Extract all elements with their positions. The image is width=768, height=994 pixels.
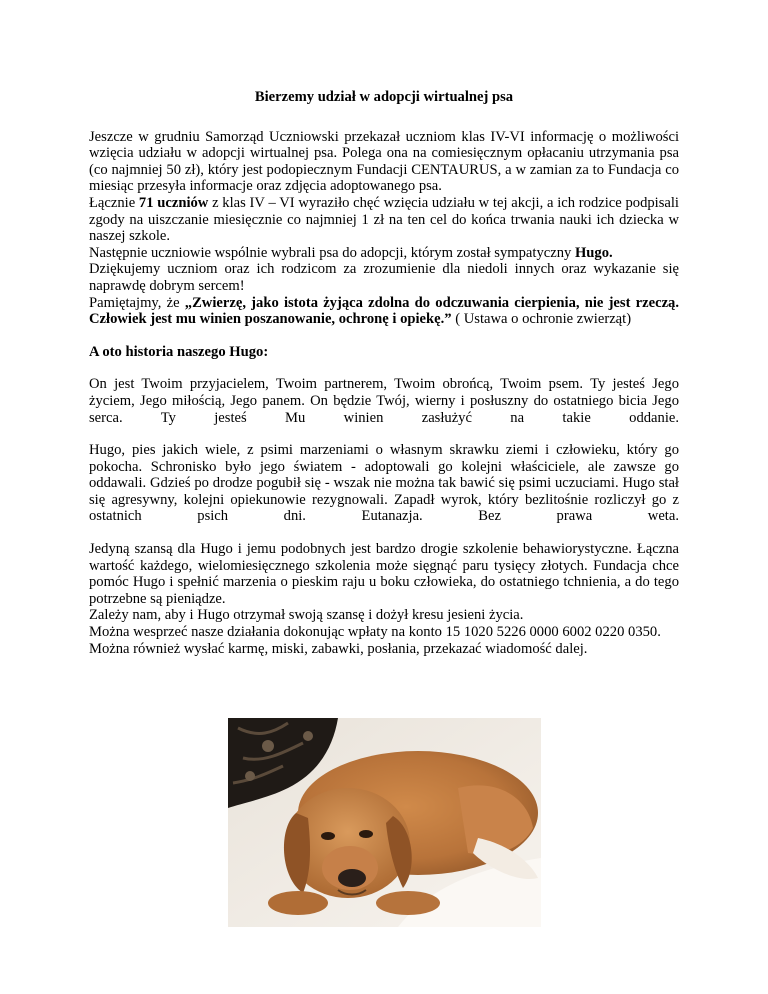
dog-photo-icon: [228, 718, 541, 927]
story-paragraph-1: On jest Twoim przyjacielem, Twoim partnerem, Twoim obrońcą, Twoim psem. Ty jesteś Jego życiem, Jego miłością, Jego panem. On będzie Twój, wierny i posłuszny do ostatniego bicia Jego serca. Ty jesteś Mu winien zasłużyć na takie oddanie.: [89, 376, 679, 426]
intro-paragraph-1: Jeszcze w grudniu Samorząd Uczniowski przekazał uczniom klas IV-VI informację o możliwości wzięcia udziału w adopcji wirtualnej psa. Polega ona na comiesięcznym opłacaniu utrzymania psa (co najmniej 50 zł), który jest podopiecznym Fundacji CENTAURUS, a w zamian za to Fundacja co miesiąc przesyła informacje oraz zdjęcia adoptowanego psa.: [89, 128, 679, 195]
student-count: 71 uczniów: [138, 194, 209, 211]
story-paragraph-3: Jedyną szansą dla Hugo i jemu podobnych jest bardzo drogie szkolenie behawiorystyczne. Łączna wartość każdego, wielomiesięcznego szkolenia może sięgnąć paru tysięcy złotych. Fundacja chce pomóc Hugo i spełnić marzenia o pieskim raju u boku człowieka, do ostatniego tchnienia, a do tego potrzebne są pieniądze.: [89, 541, 679, 607]
text: Łącznie: [89, 194, 139, 211]
story-paragraph-5: Można wesprzeć nasze działania dokonując wpłaty na konto 15 1020 5226 0000 6002 0220 0350.: [89, 624, 661, 641]
intro-paragraph-5: [89, 295, 679, 328]
intro-paragraph-4: Dziękujemy uczniom oraz ich rodzicom za zrozumienie dla niedoli innych oraz wykazanie się naprawdę dobrym sercem!: [89, 261, 679, 294]
document-title: Bierzemy udział w adopcji wirtualnej psa: [254, 89, 514, 105]
text: Następnie uczniowie wspólnie wybrali psa do adopcji, którym został sympatyczny: [89, 244, 575, 261]
story-paragraph-2: Hugo, pies jakich wiele, z psimi marzeniami o własnym skrawku ziemi i człowieku, który go pokocha. Schronisko było jego światem - adoptowali go kolejni właściciele, ale zawsze go oddawali. Gdzieś po drodze pogubił się - wszak nie można tak bawić się psimi uczuciami. Hugo stał się agresywny, kolejni opiekunowie rezygnowali. Zapadł wyrok, który bezlitośnie rozliczył go z ostatnich psich dni. Eutanazja. Bez prawa weta.: [89, 442, 679, 525]
story-paragraph-4: Zależy nam, aby i Hugo otrzymał swoją szansę i dożył kresu jesieni życia.: [89, 607, 524, 624]
intro-paragraph-3: [89, 245, 679, 262]
text: Pamiętajmy, że: [89, 294, 185, 311]
text: z klas IV – VI wyraziło chęć wzięcia udziału w tej akcji, a ich rodzice podpisali zgody na uiszczanie miesięcznie co najmniej 1 zł na ten cel do końca trwania nauki ich dziecka w naszej szkole.: [89, 194, 679, 245]
dog-name: Hugo.: [574, 244, 613, 261]
document-body: [89, 89, 679, 657]
story-heading: A oto historia naszego Hugo:: [89, 343, 269, 360]
intro-paragraph-2: [89, 195, 679, 245]
dog-photo: [228, 718, 541, 927]
story-paragraph-6: Można również wysłać karmę, miski, zabawki, posłania, przekazać wiadomość dalej.: [89, 640, 588, 657]
text: ( Ustawa o ochronie zwierząt): [451, 311, 632, 328]
law-quote: „Zwierzę, jako istota żyjąca zdolna do odczuwania cierpienia, nie jest rzeczą. Człowiek jest mu winien poszanowanie, ochronę i opiekę.”: [89, 294, 679, 328]
